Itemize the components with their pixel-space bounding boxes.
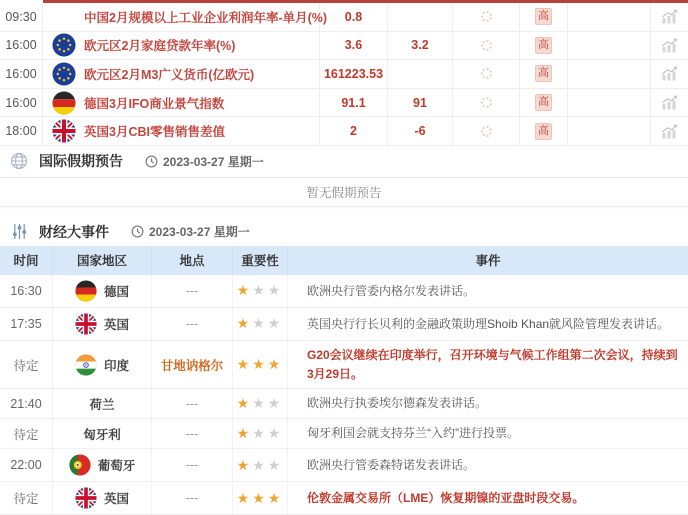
event-description: 英国央行行长贝利的金融政策助理Shoib Khan就风险管理发表讲话。 — [307, 316, 670, 331]
country-name: 匈牙利 — [83, 427, 121, 442]
importance-stars — [233, 275, 288, 307]
importance-stars — [233, 419, 288, 448]
empty-cell — [568, 117, 651, 145]
flag-in-icon — [75, 354, 97, 376]
holiday-section-header — [0, 146, 688, 177]
importance-stars — [233, 308, 288, 340]
header-event: 事件 — [475, 254, 501, 269]
event-description: 伦敦金属交易所（LME）恢复期镍的亚盘时段交易。 — [307, 490, 585, 505]
indicator-row — [0, 117, 688, 146]
event-description: 欧洲央行执委埃尔德森发表讲话。 — [307, 396, 488, 411]
event-row — [0, 482, 688, 515]
flag-gb-icon — [75, 313, 97, 335]
star-icon: ★ — [267, 456, 284, 473]
chart-icon — [661, 66, 678, 81]
event-description: G20会议继续在印度举行，召开环境与气候工作组第二次会议，持续到3月29日。 — [307, 347, 678, 381]
forecast-value — [388, 60, 453, 88]
importance-badge-high: 高 — [535, 8, 552, 25]
indicator-time: 16:00 — [0, 32, 43, 60]
event-location: --- — [152, 275, 233, 307]
star-icon: ★ — [267, 489, 284, 506]
flag-de-icon — [52, 91, 76, 115]
event-location: --- — [152, 308, 233, 340]
holiday-section-date: 2023-03-27 星期一 — [145, 153, 264, 170]
globe-icon — [7, 149, 31, 173]
indicator-name: 欧元区2月M3广义货币(亿欧元) — [84, 67, 255, 82]
empty-cell — [568, 89, 651, 117]
importance-stars — [233, 389, 288, 418]
forecast-value: 91 — [388, 89, 453, 117]
events-section-header — [0, 218, 688, 246]
star-icon: ★ — [236, 395, 253, 412]
holiday-empty-notice: 暂无假期预告 — [0, 177, 688, 207]
event-time: 待定 — [0, 419, 53, 448]
events-table-header — [0, 246, 688, 275]
indicator-table — [0, 3, 688, 146]
importance-stars — [233, 341, 288, 388]
importance-stars — [233, 449, 288, 481]
star-icon: ★ — [236, 456, 253, 473]
event-row — [0, 389, 688, 419]
section-gap — [0, 207, 688, 218]
indicator-row — [0, 32, 688, 61]
holiday-section-title: 国际假期预告 — [39, 153, 123, 170]
event-time: 22:00 — [0, 449, 53, 481]
star-icon: ★ — [267, 282, 284, 299]
loading-spinner-icon — [481, 97, 492, 108]
header-country: 国家地区 — [53, 246, 152, 275]
country-name: 德国 — [103, 284, 129, 299]
event-description: 匈牙利国会就支持芬兰“入约”进行投票。 — [307, 426, 519, 441]
flag-de-icon — [75, 280, 97, 302]
empty-cell — [568, 60, 651, 88]
events-section-title: 财经大事件 — [39, 223, 109, 240]
chart-button[interactable] — [651, 60, 688, 88]
events-section-date: 2023-03-27 星期一 — [131, 223, 250, 240]
event-row — [0, 341, 688, 389]
indicator-name: 中国2月规模以上工业企业利润年率-单月(%) — [84, 10, 328, 25]
event-time: 21:40 — [0, 389, 53, 418]
loading-spinner-icon — [481, 40, 492, 51]
event-row — [0, 275, 688, 308]
indicator-row — [0, 60, 688, 89]
star-icon: ★ — [252, 395, 268, 412]
event-location: --- — [152, 449, 233, 481]
event-time: 16:30 — [0, 275, 53, 307]
event-time: 17:35 — [0, 308, 53, 340]
indicator-name: 英国3月CBI零售销售差值 — [84, 125, 225, 140]
star-icon: ★ — [236, 315, 253, 332]
country-name: 印度 — [103, 358, 129, 373]
events-table — [0, 275, 688, 515]
flag-gb-icon — [75, 487, 97, 509]
clock-icon — [131, 225, 144, 238]
star-icon: ★ — [267, 395, 284, 412]
indicator-time: 16:00 — [0, 89, 43, 117]
flag-eu-icon — [52, 33, 76, 57]
previous-value: 91.1 — [320, 89, 388, 117]
star-icon: ★ — [267, 315, 284, 332]
chart-icon — [661, 38, 678, 53]
star-icon: ★ — [267, 425, 284, 442]
chart-button[interactable] — [651, 3, 688, 31]
previous-value: 2 — [320, 117, 388, 145]
indicator-time: 16:00 — [0, 60, 43, 88]
indicator-time: 18:00 — [0, 117, 43, 145]
forecast-value: -6 — [388, 117, 453, 145]
event-time: 待定 — [0, 341, 53, 388]
importance-badge-high: 高 — [535, 65, 552, 82]
country-flag-icon — [52, 5, 76, 29]
star-icon: ★ — [236, 425, 253, 442]
clock-icon — [145, 155, 158, 168]
star-icon: ★ — [236, 489, 253, 506]
indicator-row — [0, 3, 688, 32]
star-icon: ★ — [236, 356, 253, 373]
importance-badge-high: 高 — [535, 94, 552, 111]
previous-value: 0.8 — [320, 3, 388, 31]
forecast-value: 3.2 — [388, 32, 453, 60]
event-row — [0, 449, 688, 482]
star-icon: ★ — [252, 356, 268, 373]
event-location: --- — [152, 389, 233, 418]
empty-cell — [568, 32, 651, 60]
star-icon: ★ — [252, 456, 268, 473]
event-location: --- — [152, 482, 233, 514]
event-location: 甘地讷格尔 — [152, 341, 233, 388]
indicator-time: 09:30 — [0, 3, 43, 31]
star-icon: ★ — [236, 282, 253, 299]
country-name: 英国 — [103, 492, 129, 507]
previous-value: 161223.53 — [320, 60, 388, 88]
flag-eu-icon — [52, 62, 76, 86]
chart-icon — [661, 95, 678, 110]
star-icon: ★ — [252, 425, 268, 442]
event-description: 欧洲央行管委森特诺发表讲话。 — [307, 457, 476, 472]
country-name: 葡萄牙 — [97, 459, 136, 474]
chart-icon — [661, 124, 678, 139]
country-name: 荷兰 — [89, 397, 115, 412]
header-location: 地点 — [152, 246, 233, 275]
indicator-name: 德国3月IFO商业景气指数 — [84, 96, 225, 111]
country-name: 英国 — [103, 317, 129, 332]
chart-button[interactable] — [651, 32, 688, 60]
chart-button[interactable] — [651, 89, 688, 117]
forecast-value — [388, 3, 453, 31]
chart-icon — [661, 9, 678, 24]
loading-spinner-icon — [481, 11, 492, 22]
sliders-icon — [7, 220, 31, 244]
event-row — [0, 419, 688, 449]
empty-cell — [568, 3, 651, 31]
indicator-row — [0, 89, 688, 118]
header-time: 时间 — [0, 246, 53, 275]
star-icon: ★ — [252, 315, 268, 332]
indicator-name: 欧元区2月家庭贷款年率(%) — [84, 39, 236, 54]
event-description: 欧洲央行管委内格尔发表讲话。 — [307, 283, 476, 298]
star-icon: ★ — [252, 282, 268, 299]
previous-value: 3.6 — [320, 32, 388, 60]
flag-pt-icon — [69, 454, 91, 476]
importance-stars — [233, 482, 288, 514]
header-importance: 重要性 — [233, 246, 288, 275]
importance-badge-high: 高 — [535, 123, 552, 140]
event-location: --- — [152, 419, 233, 448]
star-icon: ★ — [267, 356, 284, 373]
flag-gb-icon — [52, 119, 76, 143]
chart-button[interactable] — [651, 117, 688, 145]
importance-badge-high: 高 — [535, 37, 552, 54]
star-icon: ★ — [252, 489, 268, 506]
event-row — [0, 308, 688, 341]
event-time: 待定 — [0, 482, 53, 514]
loading-spinner-icon — [481, 68, 492, 79]
loading-spinner-icon — [481, 126, 492, 137]
